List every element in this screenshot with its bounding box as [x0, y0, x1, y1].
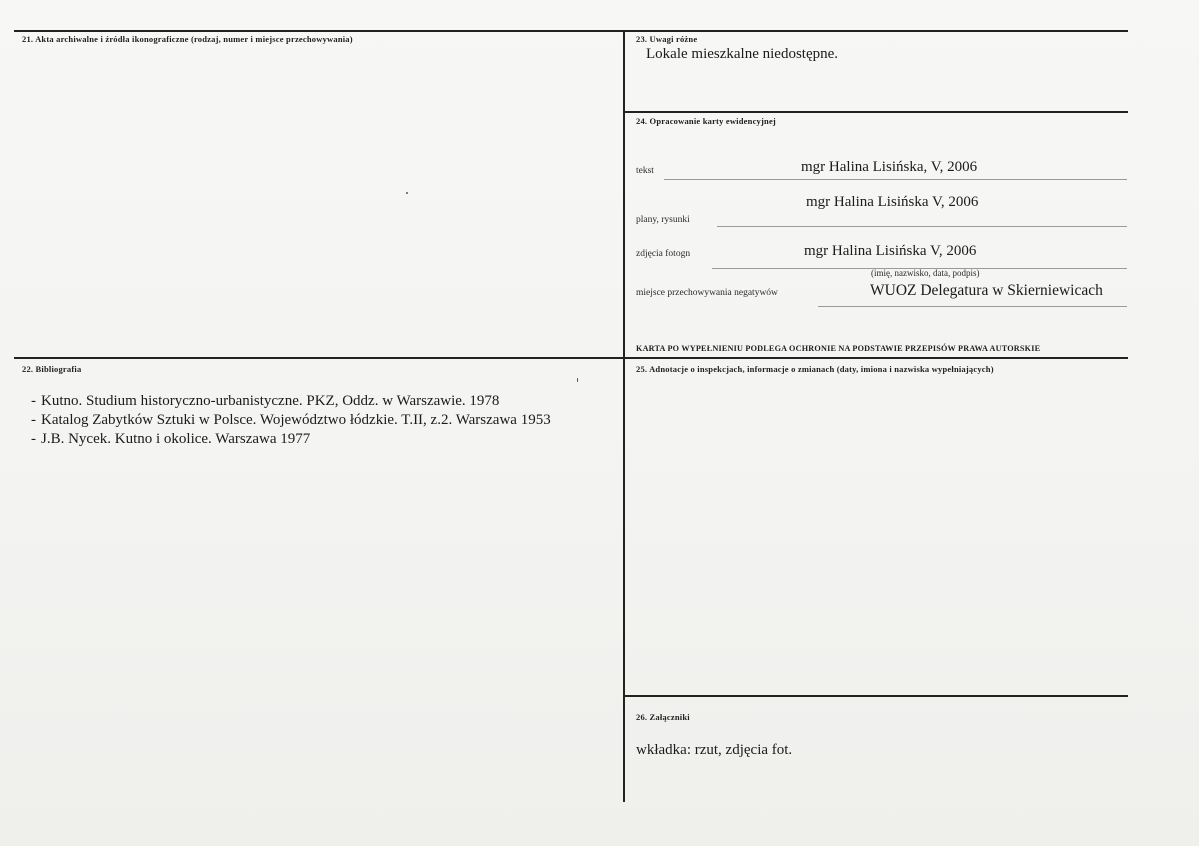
section-21-label: 21. Akta archiwalne i źródła ikonograficzne (rodzaj, numer i miejsce przechowywania)	[22, 34, 353, 44]
top-border-line	[14, 30, 1128, 32]
copyright-notice: KARTA PO WYPEŁNIENIU PODLEGA OCHRONIE NA PODSTAWIE PRZEPISÓW PRAWA AUTORSKIE	[636, 344, 1041, 353]
center-vertical-line	[623, 30, 625, 802]
bibliography-item: - Kutno. Studium historyczno-urbanistyczne. PKZ, Oddz. w Warszawie. 1978	[31, 393, 500, 409]
miejsce-label: miejsce przechowywania negatywów	[636, 288, 778, 298]
miejsce-value: WUOZ Delegatura w Skierniewicach	[870, 282, 1103, 299]
zdjecia-label: zdjęcia fotogn	[636, 249, 691, 259]
tekst-value: mgr Halina Lisińska, V, 2006	[801, 159, 978, 175]
scan-speck	[406, 192, 408, 194]
section-26-label: 26. Załączniki	[636, 712, 690, 722]
bibliography-item-text: Kutno. Studium historyczno-urbanistyczne. PKZ, Oddz. w Warszawie. 1978	[41, 393, 500, 409]
section-22-label: 22. Bibliografia	[22, 364, 82, 374]
bibliography-item: - Katalog Zabytków Sztuki w Polsce. Województwo łódzkie. T.II, z.2. Warszawa 1953	[31, 412, 551, 428]
bibliography-list	[31, 392, 611, 449]
s25-bottom-line	[624, 695, 1128, 697]
section-23-label: 23. Uwagi różne	[636, 34, 698, 44]
tekst-underline	[664, 179, 1127, 180]
section-25-label: 25. Adnotacje o inspekcjach, informacje o zmianach (daty, imiona i nazwiska wypełniających)	[636, 364, 994, 374]
plany-value: mgr Halina Lisińska V, 2006	[806, 194, 979, 210]
middle-horizontal-line	[14, 357, 1128, 359]
miejsce-underline	[818, 306, 1127, 307]
section-24-label: 24. Opracowanie karty ewidencyjnej	[636, 116, 776, 126]
bibliography-item-text: J.B. Nycek. Kutno i okolice. Warszawa 1977	[41, 431, 311, 447]
signature-caption: (imię, nazwisko, data, podpis)	[871, 268, 980, 278]
scan-speck	[577, 378, 578, 382]
section-26-attachments: wkładka: rzut, zdjęcia fot.	[636, 742, 793, 758]
zdjecia-value: mgr Halina Lisińska V, 2006	[804, 243, 977, 259]
plany-underline	[717, 226, 1127, 227]
section-23-remarks: Lokale mieszkalne niedostępne.	[646, 46, 839, 62]
tekst-label: tekst	[636, 166, 654, 176]
s23-bottom-line	[624, 111, 1128, 113]
bibliography-item-text: Katalog Zabytków Sztuki w Polsce. Województwo łódzkie. T.II, z.2. Warszawa 1953	[41, 412, 551, 428]
plany-label: plany, rysunki	[636, 215, 690, 225]
bibliography-item: - J.B. Nycek. Kutno i okolice. Warszawa 1977	[31, 431, 311, 447]
